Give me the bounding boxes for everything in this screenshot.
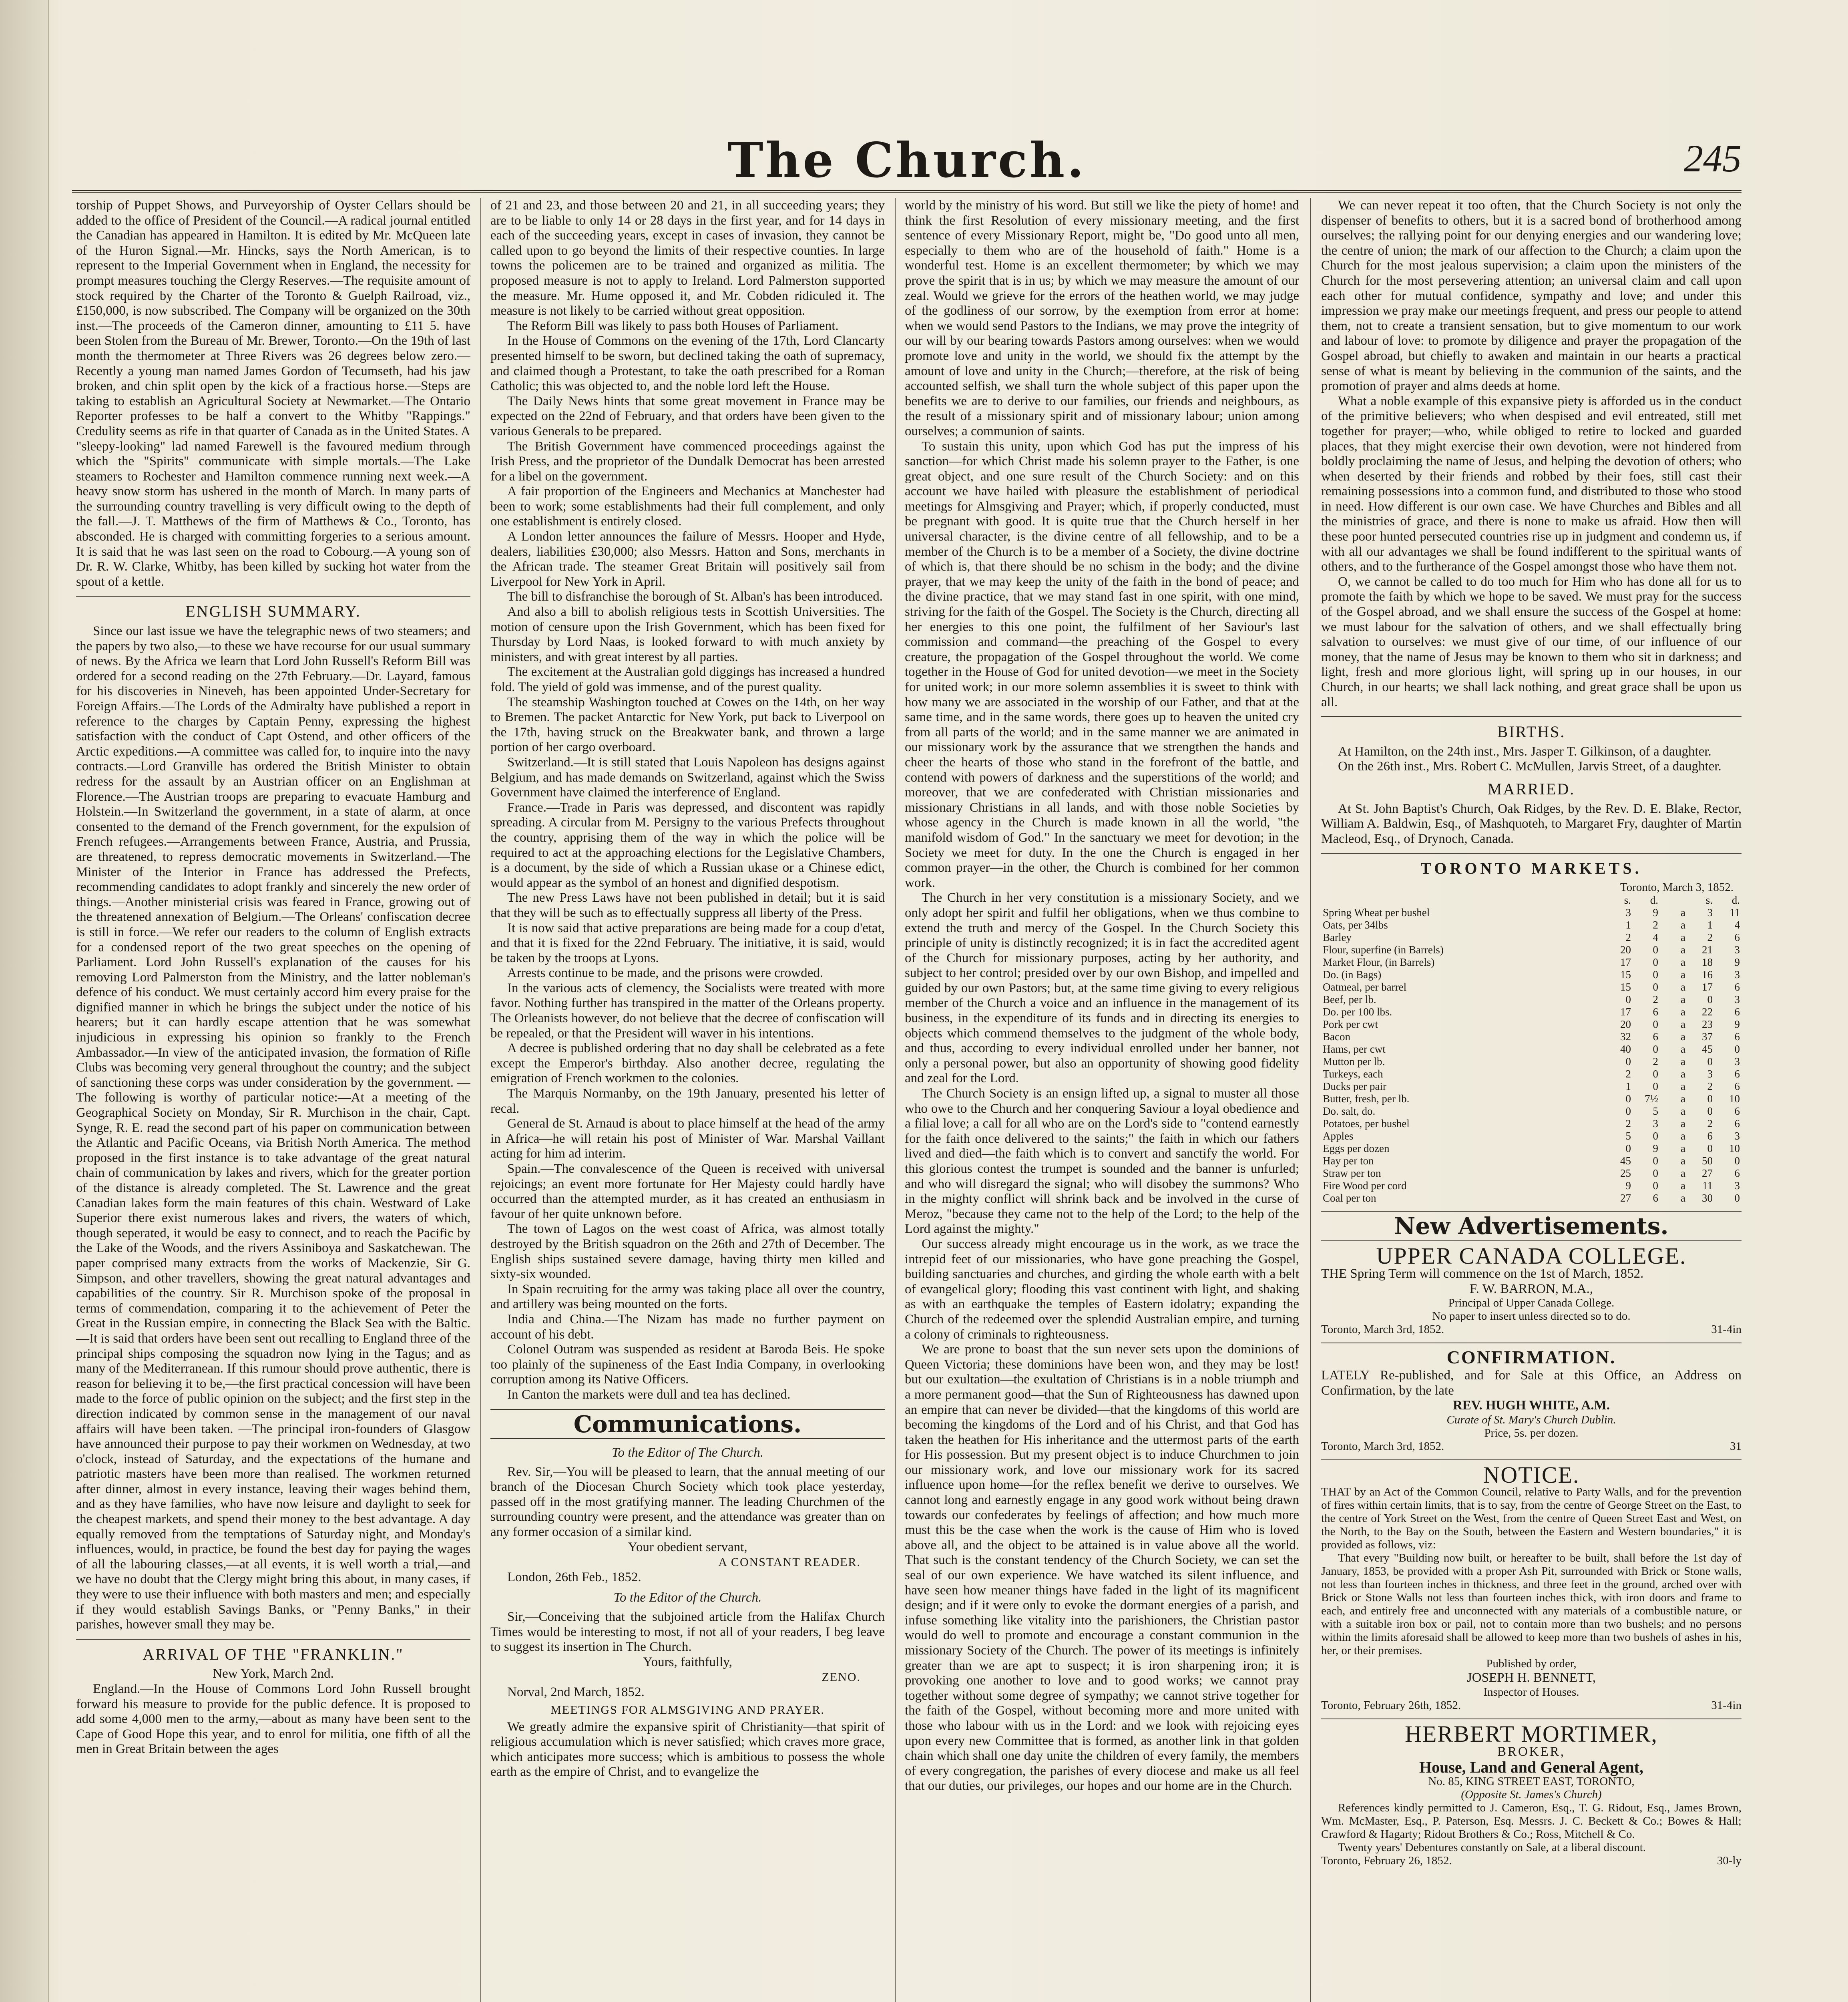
markets-price: a: [1681, 906, 1685, 919]
markets-item: Oats, per 34lbs: [1323, 919, 1388, 931]
markets-price: 6: [1734, 1030, 1740, 1043]
markets-price: 15: [1620, 968, 1631, 981]
markets-header-cell: s.: [1624, 894, 1631, 906]
news-paragraph: In the various acts of clemency, the Socialists were treated with more favor. Nothing further has transpired in the matter of the Orleans property. The Orleanists however, do not believe that the decree of confiscation will be repealed, or that the President will waver in his intentions.: [490, 981, 885, 1041]
markets-price: 4: [1653, 931, 1658, 943]
markets-item: Flour, superfine (in Barrels): [1323, 943, 1444, 956]
ad-ref: 30-ly: [1717, 1854, 1742, 1867]
markets-price: a: [1681, 1030, 1685, 1043]
markets-price: 23: [1702, 1018, 1713, 1030]
dateline: New York, March 2nd.: [213, 1666, 334, 1681]
markets-price: 20: [1620, 943, 1631, 956]
ad-ref: 31-4in: [1711, 1323, 1742, 1336]
news-paragraph: In Canton the markets were dull and tea has declined.: [507, 1387, 791, 1402]
column-1: [76, 198, 470, 2002]
column-divider: [895, 198, 896, 2002]
markets-price: 50: [1702, 1154, 1713, 1167]
markets-price: 0: [1734, 1192, 1740, 1204]
markets-price: 0: [1707, 1055, 1713, 1067]
markets-item: Apples: [1323, 1130, 1354, 1142]
article-paragraph: The Church Society is an ensign lifted up, a signal to muster all those who owe to the Church and her conquering Saviour a loyal obedience and a filial love; a call for all who are on the Lord's side to "contend earnestly for the faith once delivered to the saints;" the faith in which our fathers lived and died—the faith which is to convert and sanctify the world. For this glorious contest the trumpet is sounded and the banner is unfurled; and who will disregard the signal; who will disobey the summons? Who in the mighty conflict will shrink back and be involved in the curse of Meroz, "because they came not to the help of the Lord; to the help of the Lord against the mighty.": [905, 1086, 1299, 1236]
markets-price: 7½: [1645, 1092, 1658, 1105]
article-paragraph: We can never repeat it too often, that the Church Society is not only the dispenser of benefits to others, but it is a sacred bond of brotherhood among ourselves; the rallying point for our denying energies and our wandering love; the centre of union; the mark of our affection to the Church; a claim upon the Church for the most jealous supervision; a claim upon the ministers of the Church for the most persevering attention; an universal claim and call upon each other for mutual confidence, sympathy and love; and under this impression we pray make our meetings frequent, and press our people to attend them, not to create a transient sensation, but to give momentum to our work and labour of love: to promote by diligence and prayer the propagation of the Gospel abroad, but chiefly to awaken and maintain in our hearts a practical sense of what is meant by believing in the communion of the saints, and the promotion of prayer and alms deeds at home.: [1321, 198, 1742, 394]
markets-item: Do. salt, do.: [1323, 1105, 1376, 1117]
markets-price: 0: [1653, 1179, 1658, 1192]
markets-price: 21: [1702, 943, 1713, 956]
markets-price: 0: [1653, 956, 1658, 968]
markets-item: Oatmeal, per barrel: [1323, 981, 1407, 993]
markets-item: Hams, per cwt: [1323, 1043, 1386, 1055]
ad-signature-title: Inspector of Houses.: [1483, 1685, 1579, 1698]
masthead: [72, 132, 1742, 192]
letter-closing: Your obedient servant,: [628, 1540, 747, 1554]
markets-price: 2: [1653, 993, 1658, 1005]
ad-title-upper-canada-college: UPPER CANADA COLLEGE.: [1376, 1242, 1687, 1269]
section-heading-births: BIRTHS.: [1497, 723, 1566, 741]
article-paragraph: world by the ministry of his word. But still we like the piety of home! and think the first Resolution of every missionary meeting, and the first sentence of every Missionary Report, might be, "Do good unto all men, especially to them who are of the household of faith." Home is a wonderful test. Home is an excellent thermometer; by which we may prove the spirit that is in us; by which we may measure the amount of our zeal. Would we grieve for the errors of the heathen world, we may judge of the godliness of our sorrow, by the exemption from error at home: when we would send Pastors to the Indians, we may prove the integrity of our will by our bearing towards Pastors among ourselves: when we would promote love and unity in the world, we should fix the attempt by the amount of love and unity in the Church;—therefore, at the risk of being accounted selfish, we shall turn the whole subject of this paper upon the benefits we are to derive to our families, our friends and neighbours, as the result of a missionary spirit and of missionary labour; union among ourselves; a communion of saints.: [905, 198, 1299, 438]
news-paragraph: The town of Lagos on the west coast of Africa, was almost totally destroyed by the British squadron on the 26th and 27th of December. The English ships sustained severe damage, having thirty men killed and sixty-six wounded.: [490, 1222, 885, 1282]
ad-role-detail: House, Land and General Agent,: [1419, 1758, 1644, 1777]
markets-price: 11: [1702, 1179, 1713, 1192]
markets-price: 0: [1653, 968, 1658, 981]
section-rule: [1321, 1459, 1742, 1460]
article-paragraph: O, we cannot be called to do too much for Him who has done all for us to promote the faith by which we hope to be saved. We must pray for the success of the Gospel abroad, and we shall ensure the success of the Gospel at home: we must labour for the salvation of others, and we shall effectually bring salvation to ourselves: we must give of our time, of our influence of our money, that the name of Jesus may be known to them who sit in darkness; and light, fresh and more glorious light, will spring up in our houses, in our Church, in our hearts; we shall lack nothing, and great grace shall be upon us all.: [1321, 574, 1742, 710]
markets-price: a: [1681, 1055, 1685, 1067]
markets-item: Bacon: [1323, 1030, 1350, 1043]
markets-price: 6: [1734, 981, 1740, 993]
ad-note: No paper to insert unless directed so to do.: [1432, 1310, 1631, 1323]
markets-date: Toronto, March 3, 1852.: [1620, 880, 1734, 894]
markets-price: 20: [1620, 1018, 1631, 1030]
news-paragraph: The Daily News hints that some great movement in France may be expected on the 22nd of February, and that orders have been given to the various Generals to be prepared.: [490, 394, 885, 438]
markets-price: 30: [1702, 1192, 1713, 1204]
ad-date: Toronto, March 3rd, 1852.: [1321, 1439, 1444, 1453]
markets-price: 2: [1625, 931, 1631, 943]
markets-price: 0: [1625, 993, 1631, 1005]
markets-price: 6: [1653, 1192, 1658, 1204]
markets-item: Market Flour, (in Barrels): [1323, 956, 1435, 968]
markets-price: 15: [1620, 981, 1631, 993]
ad-title-herbert-mortimer: HERBERT MORTIMER,: [1405, 1721, 1658, 1747]
news-paragraph: The steamship Washington touched at Cowes on the 14th, on her way to Bremen. The packet Antarctic for New York, put back to Liverpool on the 17th, having struck on the Breakwater bank, and thrown a large portion of her cargo overboard.: [490, 695, 885, 755]
markets-price: 32: [1620, 1030, 1631, 1043]
markets-price: 6: [1653, 1005, 1658, 1018]
markets-price: 1: [1625, 919, 1631, 931]
markets-price: 0: [1734, 1154, 1740, 1167]
ad-references: References kindly permitted to J. Cameron, Esq., T. G. Ridout, Esq., James Brown, Wm. McMaster, Esq., P. Paterson, Esq. Messrs. J. C. Beckett & Co.; Bowes & Hall; Crawford & Hagarty; Ridout Brothers & Co.; Ross, Mitchell & Co.: [1321, 1801, 1742, 1841]
markets-price: 17: [1620, 1005, 1631, 1018]
markets-price: a: [1681, 1117, 1685, 1130]
markets-price: a: [1681, 1142, 1685, 1154]
markets-price: 2: [1653, 919, 1658, 931]
markets-price: a: [1681, 931, 1685, 943]
markets-price: 27: [1702, 1167, 1713, 1179]
markets-price: 9: [1734, 956, 1740, 968]
ad-address-detail: (Opposite St. James's Church): [1461, 1788, 1602, 1801]
markets-price: 6: [1734, 1105, 1740, 1117]
news-paragraph: It is now said that active preparations are being made for a coup d'etat, and that it is fixed for the 22nd February. The initiative, it is said, would be taken by the troops at Lyons.: [490, 921, 885, 965]
markets-price: 3: [1734, 993, 1740, 1005]
markets-row: [1321, 1142, 1742, 1155]
markets-row: [1321, 944, 1742, 956]
section-heading-english-summary: ENGLISH SUMMARY.: [185, 602, 361, 621]
news-paragraph: France.—Trade in Paris was depressed, and discontent was rapidly spreading. A circular from M. Persigny to the various Prefects throughout the country, apprising them of the way in which the police will be required to act at the approaching elections for the Legislative Chambers, is a document, by the side of which a Russian ukase or a Chinese edict, would appear as the symbol of an honest and dignified despotism.: [490, 800, 885, 890]
ad-ref: 31: [1730, 1439, 1742, 1453]
markets-item: Straw per ton: [1323, 1167, 1381, 1179]
markets-price: 2: [1625, 1067, 1631, 1080]
section-heading-communications: Communications.: [573, 1410, 802, 1438]
news-paragraph: Spain.—The convalescence of the Queen is received with universal rejoicings; an event more fortunate for Her Majesty could hardly have occurred than the attempted murder, as it has created an enthusiasm in favour of her quite unknown before.: [490, 1162, 885, 1221]
ad-text: THE Spring Term will commence on the 1st of March, 1852.: [1321, 1266, 1644, 1281]
markets-row: [1321, 1080, 1742, 1093]
markets-item: Pork per cwt: [1323, 1018, 1378, 1030]
markets-price: 2: [1653, 1055, 1658, 1067]
markets-price: 10: [1729, 1092, 1740, 1105]
markets-row: [1321, 956, 1742, 969]
markets-row: [1321, 981, 1742, 993]
section-heading-arrival-franklin: ARRIVAL OF THE "FRANKLIN.": [143, 1645, 404, 1663]
markets-row: [1321, 931, 1742, 944]
ad-author: REV. HUGH WHITE, A.M.: [1452, 1398, 1610, 1413]
markets-price: 3: [1734, 1055, 1740, 1067]
markets-row: [1321, 907, 1742, 919]
markets-price: 6: [1734, 1067, 1740, 1080]
markets-row: [1321, 1130, 1742, 1142]
page-number: 245: [1684, 137, 1742, 180]
markets-price: 0: [1653, 1080, 1658, 1092]
markets-item: Turkeys, each: [1323, 1067, 1383, 1080]
markets-price: 6: [1734, 1117, 1740, 1130]
news-paragraph: India and China.—The Nizam has made no further payment on account of his debt.: [490, 1312, 885, 1342]
section-rule: [76, 596, 470, 597]
article-paragraph: We are prone to boast that the sun never sets upon the dominions of Queen Victoria; these dominions have been won, and they may be lost! but our exultation—the exultation of Christians is in a noble triumph and a more permanent good—that the Sun of Righteousness has dawned upon an empire that can never be divided—that the kingdoms of this world are becoming the kingdoms of the Lord and of his Christ, and that God has taken the heathen for His inheritance and the uttermost parts of the earth for His possession. But my present object is to induce Churchmen to join our missionary work, and love our missionary work for its sacred influence upon home—for the reflex benefit we derive to ourselves. We cannot long and earnestly engage in any good work without being drawn towards our confederates by feelings of affection; and how much more must this be the case when the work is the cause of Him who is loved above all, and the object to be attained is in value above all the world. That such is the constant tendency of the Church Society, we can set the seal of our own experience. We have watched its silent influence, and have seen how meaner things have faded in the light of its magnificent design; and if it were only to evoke the dormant energies of a parish, and infuse something like vitality into the parishioners, the Christian pastor would do well to promote and encourage a constant communion in the missionary Society of the Church. The power of its meetings is infinitely greater than we are apt to suspect; it is iron sharpening iron; it is provoking one another to love and to good works; we cannot pray together without some degree of sympathy; we cannot strive together for the faith of the Gospel, without becoming more and more united with those who labour with us in the Lord: and we look with rejoicing eyes upon every new Committee that is formed, as another link in that golden chain which shall one day unite the children of every family, the members of every congregation, the parishes of every diocese and make us all feel that our duties, our privileges, our hopes and our home are in the Church.: [905, 1342, 1299, 1793]
markets-price: 3: [1734, 968, 1740, 981]
section-rule: [490, 1409, 885, 1410]
markets-price: 0: [1653, 943, 1658, 956]
markets-price: 2: [1707, 1117, 1713, 1130]
markets-price: 25: [1620, 1167, 1631, 1179]
markets-price: 6: [1707, 1130, 1713, 1142]
markets-price: 3: [1734, 1179, 1740, 1192]
article-paragraph: Our success already might encourage us in the work, as we trace the intrepid feet of our missionaries, who have gone preaching the Gospel, building sanctuaries and churches, and girding the whole earth with a belt of evangelical glory; flooding this vast continent with light, and shaking as with an earthquake the temples of Eastern idolatry; expanding the Church of the redeemed over the splendid Australian empire, and turning a colony of criminals to righteousness.: [905, 1236, 1299, 1342]
markets-price: 2: [1707, 1080, 1713, 1092]
ad-title-notice: NOTICE.: [1483, 1461, 1580, 1488]
markets-price: 0: [1707, 1142, 1713, 1154]
section-rule: [490, 1438, 885, 1439]
markets-row: [1321, 1167, 1742, 1180]
markets-row: [1321, 919, 1742, 931]
column-divider: [480, 198, 481, 2002]
markets-item: Ducks per pair: [1323, 1080, 1386, 1092]
markets-price: 0: [1653, 1018, 1658, 1030]
markets-price: 11: [1729, 906, 1740, 919]
ad-order: Published by order,: [1486, 1657, 1577, 1670]
markets-row: [1321, 1093, 1742, 1105]
ad-note: Twenty years' Debentures constantly on Sale, at a liberal discount.: [1338, 1841, 1646, 1854]
markets-item: Butter, fresh, per lb.: [1323, 1092, 1410, 1105]
markets-price: 0: [1653, 981, 1658, 993]
markets-price: a: [1681, 1005, 1685, 1018]
markets-price: a: [1681, 1154, 1685, 1167]
markets-price: 0: [1625, 1092, 1631, 1105]
markets-price: a: [1681, 1067, 1685, 1080]
markets-price: 3: [1707, 906, 1713, 919]
markets-price: a: [1681, 1043, 1685, 1055]
column-3: [905, 198, 1299, 2002]
news-paragraph: A fair proportion of the Engineers and Mechanics at Manchester had been to work; some establishments had their full complement, and only one establishment is entirely closed.: [490, 484, 885, 529]
markets-item: Barley: [1323, 931, 1352, 943]
birth-notice: On the 26th inst., Mrs. Robert C. McMullen, Jarvis Street, of a daughter.: [1338, 759, 1721, 774]
markets-price: a: [1681, 1105, 1685, 1117]
markets-price: a: [1681, 1179, 1685, 1192]
markets-price: 45: [1620, 1154, 1631, 1167]
markets-price: a: [1681, 1092, 1685, 1105]
markets-price: 18: [1702, 956, 1713, 968]
markets-price: 17: [1620, 956, 1631, 968]
markets-price: a: [1681, 1192, 1685, 1204]
markets-row: [1321, 969, 1742, 981]
news-paragraph: The new Press Laws have not been published in detail; but it is said that they will be such as to effectually suppress all liberty of the Press.: [490, 890, 885, 920]
letter-body: Rev. Sir,—You will be pleased to learn, that the annual meeting of our branch of the Diocesan Church Society which took place yesterday, passed off in the most gratifying manner. The leading Churchmen of the surrounding country were present, and the attendance was greater than on any former occasion of a similar kind.: [490, 1464, 885, 1540]
ad-text: LATELY Re-published, and for Sale at this Office, an Address on Confirmation, by the late: [1321, 1368, 1742, 1398]
markets-price: 4: [1734, 919, 1740, 931]
news-paragraph: General de St. Arnaud is about to place himself at the head of the army in Africa—he will retain his post of Minister of War. Marshal Vaillant acting for him ad interim.: [490, 1116, 885, 1161]
column-4: [1321, 198, 1742, 2002]
section-rule: [1321, 853, 1742, 854]
markets-price: 22: [1702, 1005, 1713, 1018]
letter-closing: Yours, faithfully,: [643, 1654, 732, 1669]
markets-price: 0: [1707, 993, 1713, 1005]
markets-item: Fire Wood per cord: [1323, 1179, 1407, 1192]
markets-item: Do. per 100 lbs.: [1323, 1005, 1392, 1018]
ad-ref: 31-4in: [1711, 1698, 1742, 1712]
news-paragraph: A decree is published ordering that no day shall be celebrated as a fete except the Emperor's birthday. Also another decree, regulating the emigration of French workmen to the colonies.: [490, 1041, 885, 1086]
news-paragraph: The bill to disfranchise the borough of St. Alban's has been introduced.: [507, 589, 883, 604]
news-paragraph: And also a bill to abolish religious tests in Scottish Universities. The motion of censure upon the Irish Government, which has been fixed for Thursday by Lord Naas, is looked forward to with much anxiety by ministers, and with great interest by all parties.: [490, 605, 885, 664]
column-divider: [1310, 198, 1311, 2002]
ad-title-confirmation: CONFIRMATION.: [1446, 1347, 1616, 1368]
markets-row: [1321, 1192, 1742, 1204]
markets-price: a: [1681, 968, 1685, 981]
article-paragraph: We greatly admire the expansive spirit of Christianity—that spirit of religious accumulation which is never satisfied; which craves more grace, which anticipates more success; which is ambitious to possess the whole earth as the empire of Christ, and to evangelize the: [490, 1719, 885, 1779]
markets-price: 0: [1653, 1154, 1658, 1167]
markets-price: 0: [1707, 1105, 1713, 1117]
news-paragraph: A London letter announces the failure of Messrs. Hooper and Hyde, dealers, liabilities £30,000; also Messrs. Hatton and Sons, merchants in the African trade. The steamer Great Britain will positively sail from Liverpool for New York in April.: [490, 529, 885, 589]
markets-price: 45: [1702, 1043, 1713, 1055]
markets-row: [1321, 1006, 1742, 1018]
letter-salutation: To the Editor of The Church.: [612, 1445, 763, 1460]
letter-salutation: To the Editor of the Church.: [613, 1590, 762, 1605]
markets-item: Do. (in Bags): [1323, 968, 1382, 981]
ad-price: Price, 5s. per dozen.: [1484, 1426, 1579, 1439]
article-paragraph: What a noble example of this expansive piety is afforded us in the conduct of the primitive believers; who when despised and evil entreated, still met together for prayer;—who, while obliged to retire to locked and guarded places, that they might exercise their own devotion, were not hindered from boldly proclaiming the name of Jesus, and helping the devotion of others; who when deserted by their friends and robbed by their foes, still cast their remaining possessions into a common fund, and distributed to those who stood in need. How different is our own case. We have Churches and Bibles and all the ministries of grace, and there is none to make us afraid. How then will these poor hunted persecuted countries rise up in judgment and condemn us, if with all our advantages we shall be found indifferent to the spiritual wants of others, and to the furtherance of the Gospel amongst those who have them not.: [1321, 394, 1742, 574]
markets-price: 0: [1625, 1055, 1631, 1067]
markets-price: 3: [1734, 1130, 1740, 1142]
ad-signature-title: Principal of Upper Canada College.: [1448, 1296, 1615, 1310]
section-heading-markets: TORONTO MARKETS.: [1420, 859, 1642, 878]
letter-signature: ZENO.: [822, 1670, 861, 1684]
article-paragraph: The Church in her very constitution is a missionary Society, and we only adopt her spirit and fulfil her obligations, when we thus combine to extend the truth and mercy of the Gospel. In the Church Society this principle of unity is distinctly recognized; it is in fact the accredited agent of the Church for missionary purposes, acting by her authority, and subject to her control; presided over by our own Bishop, and impelled and guided by our own Pastors; but, at the same time giving to every religious member of the Church a voice and an influence in the management of its business, in the expenditure of its funds and in directing its energies to objects which commend themselves to the judgment of the whole body, and thus, according to every individual enrolled under her banner, not only a personal power, but also an opportunity of showing good fidelity and zeal for the Lord.: [905, 890, 1299, 1086]
markets-header-cell: d.: [1731, 894, 1740, 906]
ad-author-title: Curate of St. Mary's Church Dublin.: [1446, 1413, 1616, 1426]
ad-role: BROKER,: [1497, 1745, 1566, 1759]
news-paragraph: of 21 and 23, and those between 20 and 21, in all succeeding years; they are to be liable to only 14 or 28 days in the first year, and for 14 days in each of the succeeding years, except in cases of invasion, they cannot be called upon to go beyond the limits of their respective counties. In large towns the policemen are to be trained and organized as militia. The proposed measure is not to apply to Ireland. Lord Palmerston supported the measure. Mr. Hume opposed it, and Mr. Cobden ridiculed it. The measure is not likely to be carried without great opposition.: [490, 198, 885, 318]
markets-price: 9: [1653, 906, 1658, 919]
ad-address: No. 85, KING STREET EAST, TORONTO,: [1428, 1775, 1635, 1788]
markets-price: 16: [1702, 968, 1713, 981]
markets-price: 3: [1707, 1067, 1713, 1080]
markets-header-cell: [1660, 894, 1687, 907]
markets-price: a: [1681, 956, 1685, 968]
section-rule: [76, 1639, 470, 1640]
markets-price: 5: [1625, 1130, 1631, 1142]
newspaper-title: The Church.: [727, 132, 1086, 189]
markets-price: a: [1681, 943, 1685, 956]
markets-price: 2: [1707, 931, 1713, 943]
markets-row: [1321, 1118, 1742, 1130]
markets-price: 0: [1625, 1105, 1631, 1117]
markets-price: 9: [1625, 1179, 1631, 1192]
news-paragraph: Since our last issue we have the telegraphic news of two steamers; and the papers by two also,—to these we have recourse for our usual summary of news. By the Africa we learn that Lord John Russell's Reform Bill was ordered for a second reading on the 27th February.—Dr. Layard, famous for his discoveries in Nineveh, has been appointed Under-Secretary for Foreign Affairs.—The Lords of the Admiralty have published a report in reference to the charges by Captain Penny, expressing the highest satisfaction with the conduct of Capt Ostend, and other officers of the Arctic expeditions.—A committee was called for, to inquire into the navy contracts.—Lord Granville has ordered the British Minister to obtain redress for the assault by an Austrian officer on an Englishman at Florence.—The Austrian troops are preparing to evacuate Hamburg and Holstein.—In Switzerland the government, in a state of alarm, at once consented to the demand of the French government, for the expulsion of French refugees.—Arrangements between France, Austria, and Prussia, are threatened, to repress democratic movements in Switzerland.—The Minister of the Interior in France has addressed the Prefects, recommending candidates to adopt frankly and sincerely the new order of things.—Another ministerial crisis was feared in France, growing out of the threatened annexation of Belgium.—The Orleans' confiscation decree is still in force.—We refer our readers to the column of English extracts for a condensed report of the two great speeches on the opening of Parliament. Lord John Russell's explanation of the causes for his removing Lord Palmerston from the Ministry, and the latter nobleman's defence of his conduct. We must certainly accord him every praise for the dignified manner in which he brings the subject under the notice of his hearers; but it can hardly escape attention that he was somewhat injudicious in expressing his opinion so frankly to the French Ambassador.—In view of the anticipated invasion, the formation of Rifle Clubs was becoming very general throughout the country; and the subject of sanctioning these corps was under consideration by the government. —The following is worthy of particular notice:—At a meeting of the Geographical Society on Monday, Sir R. Murchison in the chair, Capt. Synge, R. E. read the second part of his paper on communication between the Atlantic and Pacific Oceans, via British North America. The method proposed in the first instance is to take advantage of the great natural chain of communication by lakes and rivers, which for the greater portion of the distance is already completed. The St. Lawrence and the great Canadian lakes form the main features of this chain. Westward of Lake Superior there exist numerous lakes and rivers, the waters of which, though seperated, it would be easy to connect, and to reach the Pacific by the Lake of the Woods, and the rivers Assiniboya and Saskatchewan. The paper comprised many extracts from the works of Mackenzie, Sir G. Simpson, and other travellers, showing the great natural advantages and capabilities of the country. Sir R. Murchison spoke of the proposal in terms of commendation, comparing it to the achievement of Peter the Great in the Russian empire, in connecting the Black Sea with the Baltic.—It is said that orders have been sent out recalling to England three of the principal ships composing the squadron now lying in the Tagus; and as many of the Mediterranean. If this rumour should prove authentic, there is reason for believing it to be,—the first practical concession will have been made to the force of public opinion on the subject; and the first step in the direction indicated by common sense in the management of our naval affairs will have been taken. —The principal iron-founders of Glasgow have announced their purpose to pay their workmen on Wednesday, at two o'clock, instead of Saturday, and the expectations of the humane and patriotic masters have been more than realised. The workmen returned after dinner, almost in every instance, leaving their wages behind them, and as they have families, who have now leisure and daylight to seek for the cheapest markets, and spend their money to the best advantage. A day equally removed from the temptations of Saturday night, and Monday's influences, would, in practice, be found the best day for paying the wages of all the labouring classes,—at all events, it is well worth a trial,—and we have no doubt that the Clergy might bring this about, in many cases, if they were to use their influence with both masters and men; and especially if they would establish Savings Banks, or "Penny Banks," in their parishes, however small they may be.: [76, 624, 470, 1632]
markets-row: [1321, 1105, 1742, 1118]
article-heading-meetings: MEETINGS FOR ALMSGIVING AND PRAYER.: [550, 1703, 825, 1717]
markets-item: Beef, per lb.: [1323, 993, 1376, 1005]
markets-price: 6: [1734, 931, 1740, 943]
ad-footer: [1321, 1699, 1742, 1712]
markets-price: 0: [1734, 1043, 1740, 1055]
markets-price: 0: [1707, 1092, 1713, 1105]
markets-row: [1321, 1180, 1742, 1192]
markets-price: a: [1681, 993, 1685, 1005]
markets-header-row: [1321, 894, 1742, 907]
markets-header-cell: d.: [1650, 894, 1658, 906]
markets-row: [1321, 1018, 1742, 1031]
markets-header-cell: s.: [1705, 894, 1713, 906]
markets-price: 27: [1620, 1192, 1631, 1204]
news-paragraph: Arrests continue to be made, and the prisons were crowded.: [507, 966, 824, 981]
markets-price: 6: [1734, 1080, 1740, 1092]
markets-item: Eggs per dozen: [1323, 1142, 1390, 1154]
news-paragraph: Switzerland.—It is still stated that Louis Napoleon has designs against Belgium, and has made demands on Switzerland, against which the Swiss Government have claimed the interference of England.: [490, 755, 885, 800]
markets-price: 9: [1734, 1018, 1740, 1030]
markets-price: a: [1681, 981, 1685, 993]
markets-price: a: [1681, 1018, 1685, 1030]
markets-price: 3: [1653, 1117, 1658, 1130]
markets-item: Potatoes, per bushel: [1323, 1117, 1410, 1130]
ad-footer: [1321, 1854, 1742, 1867]
markets-price: a: [1681, 1167, 1685, 1179]
ad-date: Toronto, February 26, 1852.: [1321, 1854, 1452, 1867]
binding-spine: [0, 0, 49, 2002]
markets-price: 0: [1653, 1130, 1658, 1142]
markets-item: Spring Wheat per bushel: [1323, 906, 1430, 919]
section-rule: [1321, 1211, 1742, 1212]
birth-notice: At Hamilton, on the 24th inst., Mrs. Jasper T. Gilkinson, of a daughter.: [1338, 744, 1711, 759]
ad-footer: [1321, 1440, 1742, 1453]
markets-price: 3: [1625, 906, 1631, 919]
section-heading-married: MARRIED.: [1487, 780, 1575, 798]
markets-price: 0: [1653, 1067, 1658, 1080]
letter-date: Norval, 2nd March, 1852.: [507, 1685, 645, 1699]
markets-table: [1321, 894, 1742, 1204]
markets-price: 1: [1625, 1080, 1631, 1092]
marriage-notice: At St. John Baptist's Church, Oak Ridges, by the Rev. D. E. Blake, Rector, William A. Baldwin, Esq., of Mashquoteh, to Margaret Fry, daughter of Martin Macleod, Esq., of Drynoch, Canada.: [1321, 801, 1742, 846]
letter-date: London, 26th Feb., 1852.: [507, 1570, 641, 1584]
article-paragraph: To sustain this unity, upon which God has put the impress of his sanction—for which Christ made his solemn prayer to the Father, is one great object, and one sure result of the Church Society: and on this account we have hailed with pleasure the establishment of periodical meetings for Almsgiving and Prayer; which, if properly conducted, must be pregnant with good. It is quite true that the Church herself in her universal character, is the divine centre of all fellowship, and to be a member of the Church is to be a member of a Society, the divine doctrine of which is, that there should be no schism in the body; and the divine prayer, that we may keep the unity of the faith in the bond of peace; and the divine practice, that we may stand fast in one spirit, with one mind, striving for the faith of the Gospel. The Society is the Church, directing all her energies to this one point, the fulfilment of her Saviour's last commission and command—the preaching of the Gospel to every creature, the propagation of the Gospel throughout the world. We come together in the House of God for united devotion—we meet in the Society for united work; in our more solemn assemblies it is sweet to think with how many we are associated in the worship of our Father, and that at the same time, and in the same words, there goes up to heaven the united cry from all parts of the world; and in the same manner we are animated in our missionary work by the assurance that we strengthen the hands and cheer the hearts of those who stand in the forefront of the battle, and contend with powers of darkness and the superstitions of the world; and moreover, that we are confederated with Christian missionaries and missionary Christians in all lands, and with those noble Societies by whose agency in the Church is made known in all the world, "the manifold wisdom of God." In the sanctuary we meet for devotion; in the Society we meet for duty. In the one the Church is engaged in her common prayer—in the other, the Church is combined for her common work.: [905, 439, 1299, 890]
news-paragraph: The excitement at the Australian gold diggings has increased a hundred fold. The yield of gold was immense, and of the purest quality.: [490, 665, 885, 694]
markets-price: 6: [1734, 1167, 1740, 1179]
news-paragraph: In Spain recruiting for the army was taking place all over the country, and artillery was being mounted on the forts.: [490, 1282, 885, 1312]
news-paragraph: The Marquis Normanby, on the 19th January, presented his letter of recal.: [490, 1086, 885, 1116]
ad-signature: JOSEPH H. BENNETT,: [1466, 1670, 1596, 1685]
markets-price: a: [1681, 1130, 1685, 1142]
letter-body: Sir,—Conceiving that the subjoined article from the Halifax Church Times would be interesting to most, if not all of your readers, I beg leave to suggest its insertion in The Church.: [490, 1610, 885, 1654]
markets-item: Mutton per lb.: [1323, 1055, 1385, 1067]
ad-text: THAT by an Act of the Common Council, relative to Party Walls, and for the prevention of fires within certain limits, that is to say, from the centre of George Street on the East, to the centre of York Street on the West, from the centre of Queen Street East and West, on the North, to the Bay on the South, between the Eastern and Western boundaries," it is provided as follows, viz:: [1321, 1485, 1742, 1552]
markets-price: 2: [1625, 1117, 1631, 1130]
news-paragraph: The Reform Bill was likely to pass both Houses of Parliament.: [507, 318, 839, 333]
news-paragraph: In the House of Commons on the evening of the 17th, Lord Clancarty presented himself to be sworn, but declined taking the oath of supremacy, and claimed though a Protestant, to take the oath prescribed for a Roman Catholic; this was objected to, and the noble lord left the House.: [490, 334, 885, 394]
markets-item: Hay per ton: [1323, 1154, 1374, 1167]
ad-date: Toronto, February 26th, 1852.: [1321, 1698, 1461, 1712]
markets-item: Coal per ton: [1323, 1192, 1376, 1204]
ad-text: That every "Building now built, or hereafter to be built, shall before the 1st day of January, 1853, be provided with a proper Ash Pit, surrounded with Brick or Stone walls, not less than fourteen inches in thickness, and three feet in the ground, arched over with Brick or Stone Walls not less than fourteen inches thick, with iron doors and frame to each, and entirely free and unconnected with any materials of a combustible nature, or with a suitable iron box or pail, not to contain more than two bushels; and no persons within the limits aforesaid shall be allowed to keep more than two bushels of ashes in his, her, or their premises.: [1321, 1552, 1742, 1657]
markets-price: 6: [1653, 1030, 1658, 1043]
markets-row: [1321, 1043, 1742, 1055]
news-paragraph: The British Government have commenced proceedings against the Irish Press, and the proprietor of the Dundalk Democrat has been arrested for a libel on the government.: [490, 439, 885, 484]
markets-price: a: [1681, 1080, 1685, 1092]
ad-footer: [1321, 1323, 1742, 1336]
markets-price: 1: [1707, 919, 1713, 931]
markets-price: 0: [1653, 1043, 1658, 1055]
markets-price: 0: [1653, 1167, 1658, 1179]
column-2: [490, 198, 885, 2002]
markets-row: [1321, 1068, 1742, 1080]
markets-price: 6: [1734, 1005, 1740, 1018]
markets-row: [1321, 1055, 1742, 1068]
markets-price: 10: [1729, 1142, 1740, 1154]
markets-price: 37: [1702, 1030, 1713, 1043]
markets-price: 9: [1653, 1142, 1658, 1154]
section-rule: [1321, 1240, 1742, 1241]
markets-price: 3: [1734, 943, 1740, 956]
markets-price: 5: [1653, 1105, 1658, 1117]
news-paragraph: Colonel Outram was suspended as resident at Baroda Beis. He spoke too plainly of the supineness of the East India Company, in overlooking corruption among its Native Officers.: [490, 1342, 885, 1387]
news-paragraph: torship of Puppet Shows, and Purveyorship of Oyster Cellars should be added to the office of President of the Council.—A radical journal entitled the Canadian has appeared in Hamilton. It is edited by Mr. McQueen late of the Huron Signal.—Mr. Hincks, says the North American, is to represent to the Imperial Government when in England, the necessity for prompt measures touching the Clergy Reserves.—The requisite amount of stock required by the Charter of the Toronto & Guelph Railroad, viz., £150,000, is now subscribed. The Company will be organized on the 30th inst.—The proceeds of the Cameron dinner, amounting to £11 5. have been Stolen from the Bureau of Mr. Brewer, Toronto.—On the 19th of last month the thermometer at Three Rivers was 26 degrees below zero.—Recently a young man named James Gordon of Tecumseth, had his jaw broken, and chin split open by the kick of a fractious horse.—Steps are taking to establish an Agricultural Society at Newmarket.—The Ontario Reporter professes to be half a convert to the Whitby "Rappings." Credulity seems as rife in that quarter of Canada as in the United States. A "sleepy-looking" lad named Farewell is the favoured medium through which the "Spirits" communicate with simple mortals.—The Lake steamers to Rochester and Hamilton commence running next week.—A heavy snow storm has ushered in the month of March. In many parts of the surrounding country travelling is very difficult owing to the depth of the fall.—J. T. Matthews of the firm of Matthews & Co., Toronto, has absconded. He is charged with committing forgeries to a serious amount. It is said that he was last seen on the road to Cobourg.—A young son of Dr. R. W. Clarke, Whitby, has been killed by sucking hot water from the spout of a kettle.: [76, 198, 470, 589]
markets-row: [1321, 1031, 1742, 1043]
letter-signature: A CONSTANT READER.: [718, 1556, 861, 1569]
markets-price: 40: [1620, 1043, 1631, 1055]
markets-price: 0: [1625, 1142, 1631, 1154]
markets-row: [1321, 993, 1742, 1006]
masthead-rule: [72, 190, 1742, 193]
markets-price: a: [1681, 919, 1685, 931]
section-heading-new-advertisements: New Advertisements.: [1394, 1212, 1669, 1240]
ad-signature: F. W. BARRON, M.A.,: [1469, 1281, 1593, 1296]
news-paragraph: England.—In the House of Commons Lord John Russell brought forward his measure to provide for the public defence. It is proposed to add some 4,000 men to the army,—about as many have been sent to the Cape of Good Hope this year, and to enrol for militia, one fifth of all the men in Great Britain between the ages: [76, 1682, 470, 1757]
section-rule: [1321, 716, 1742, 717]
markets-row: [1321, 1155, 1742, 1167]
ad-date: Toronto, March 3rd, 1852.: [1321, 1323, 1444, 1336]
markets-price: 17: [1702, 981, 1713, 993]
